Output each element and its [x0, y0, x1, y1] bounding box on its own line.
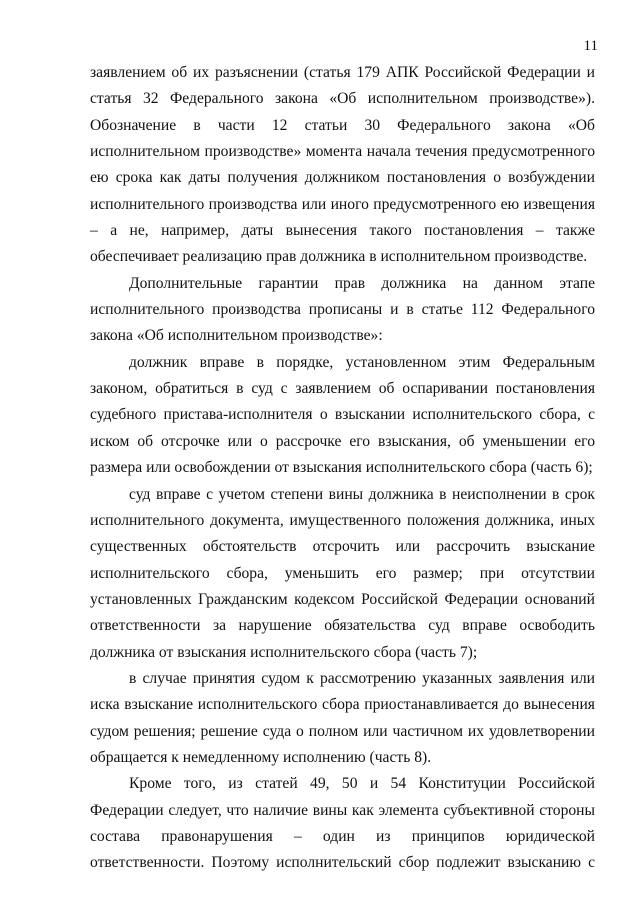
paragraph-part-8: в случае принятия судом к рассмотрению указанных заявления или иска взыскание исполнительского сбора приостанавливается до вынесения судом решения; решение суда о полном или частичном их удовлетворении обращается к немедленному исполнению (часть 8).	[90, 669, 595, 766]
paragraph-additional-guarantees: Дополнительные гарантии прав должника на данном этапе исполнительного производства прописаны и в статье 112 Федерального закона «Об исполнительном производстве»:	[90, 274, 595, 345]
paragraph-continuation: заявлением об их разъяснении (статья 179 АПК Российской Федерации и статья 32 Федерального закона «Об исполнительном производстве»). Обозначение в части 12 статьи 30 Федерального закона «Об исполнительном производстве» момента начала течения предусмотренного ею срока как даты получения должником постановления о возбуждении исполнительного производства или иного предусмотренного ею извещения – а не, например, даты вынесения такого постановления – также обеспечивает реализацию прав должника в исполнительном производстве.	[90, 64, 595, 266]
page-number: 11	[583, 38, 598, 54]
paragraph-constitution: Кроме того, из статей 49, 50 и 54 Конституции Российской Федерации следует, что наличие вины как элемента субъективной стороны состава правонарушения – один из принципов юридической ответственности. Поэтому исполнительский сбор подлежит взысканию с	[90, 775, 595, 872]
document-body	[90, 60, 595, 877]
paragraph-part-7: суд вправе с учетом степени вины должника в неисполнении в срок исполнительного документа, имущественного положения должника, иных существенных обстоятельств отсрочить или рассрочить взыскание исполнительского сбора, уменьшить его размер; при отсутствии установленных Гражданским кодексом Российской Федерации оснований ответственности за нарушение обязательства суд вправе освободить должника от взыскания исполнительского сбора (часть 7);	[90, 485, 595, 661]
paragraph-part-6: должник вправе в порядке, установленном этим Федеральным законом, обратиться в суд с заявлением об оспаривании постановления судебного пристава-исполнителя о взыскании исполнительского сбора, с иском об отсрочке или о рассрочке его взыскания, об уменьшении его размера или освобождении от взыскания исполнительского сбора (часть 6);	[90, 353, 595, 477]
